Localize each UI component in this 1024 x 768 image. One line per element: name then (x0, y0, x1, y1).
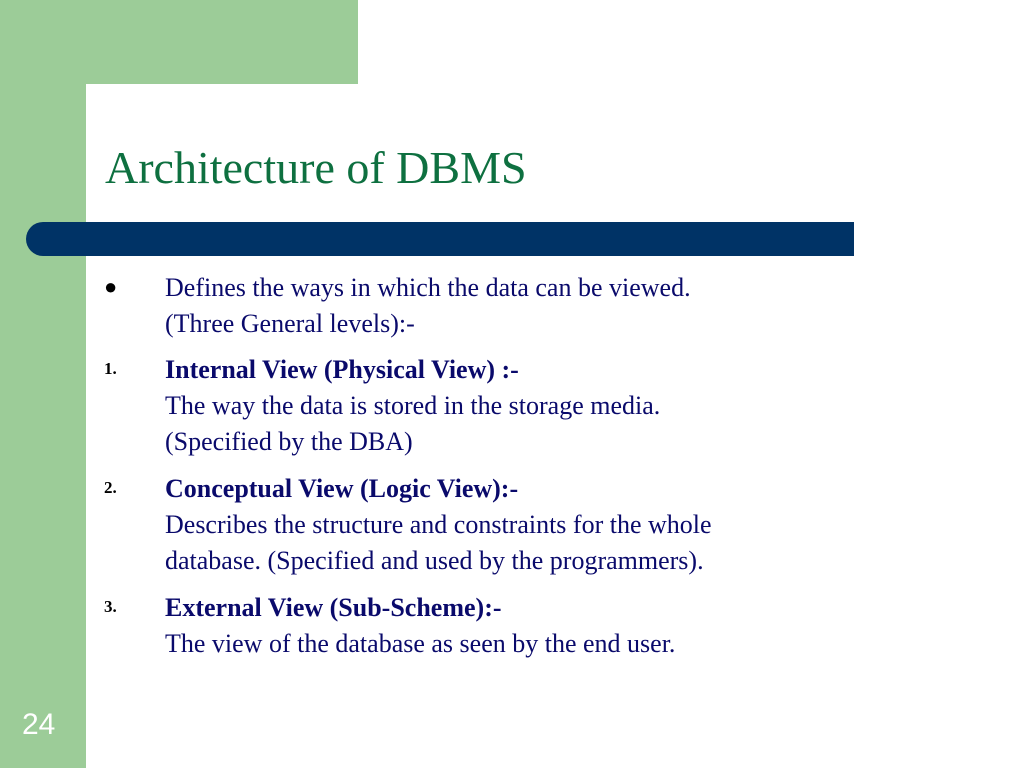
item-heading: External View (Sub-Scheme):- (165, 593, 502, 622)
item-heading: Conceptual View (Logic View):- (165, 474, 519, 503)
item-heading: Internal View (Physical View) :- (165, 355, 519, 384)
title-rule-bar (26, 222, 854, 256)
item-line: The view of the database as seen by the end user. (165, 629, 676, 658)
green-frame-top (0, 0, 358, 84)
item-line: The way the data is stored in the storage media. (165, 391, 661, 420)
item-line: (Specified by the DBA) (165, 427, 413, 456)
list-number: 3. (104, 597, 117, 616)
slide-title: Architecture of DBMS (105, 142, 527, 193)
item-text (165, 471, 905, 579)
list-number: 2. (104, 478, 117, 497)
item-line: Describes the structure and constraints for the whole (165, 510, 712, 539)
bullet-marker: ● (104, 274, 118, 299)
item-text (165, 590, 905, 662)
list-number: 1. (104, 359, 117, 378)
item-text (165, 352, 905, 460)
intro-line: Defines the ways in which the data can be viewed. (165, 273, 691, 302)
page-number: 24 (22, 708, 56, 741)
green-frame-left (0, 0, 86, 768)
intro-line: (Three General levels):- (165, 309, 415, 338)
item-line: database. (Specified and used by the programmers). (165, 546, 704, 575)
intro-text (165, 270, 905, 342)
